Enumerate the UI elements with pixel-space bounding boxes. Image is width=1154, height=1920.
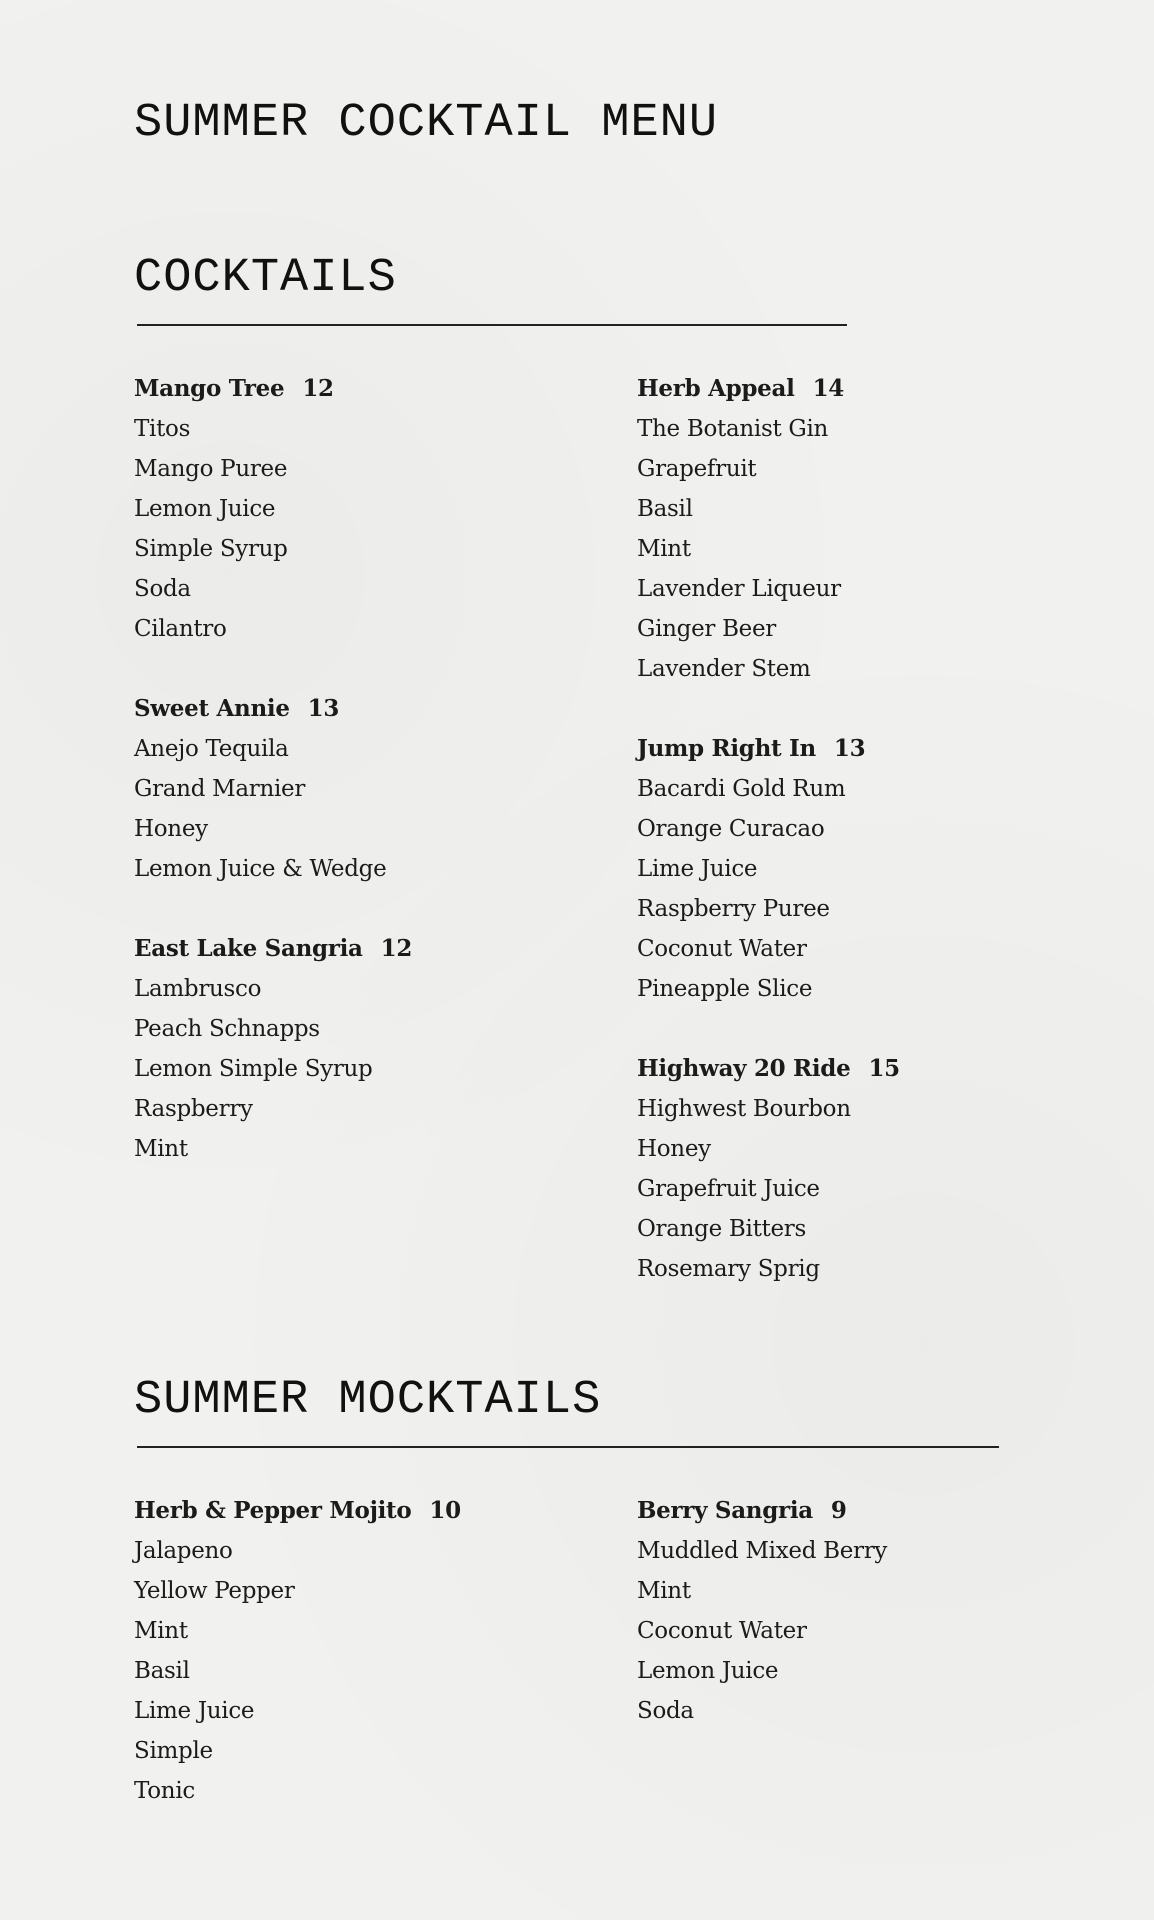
drink-herb-pepper-mojito <box>134 1491 614 1811</box>
ingredient: Jalapeno <box>134 1538 233 1564</box>
ingredient: Mint <box>637 1578 691 1604</box>
section-divider-mocktails <box>137 1446 999 1448</box>
ingredient: The Botanist Gin <box>637 416 829 442</box>
drink-name: Mango Tree <box>134 375 285 402</box>
mocktails-right-column <box>637 1491 1117 1771</box>
ingredient: Raspberry Puree <box>637 896 830 922</box>
drink-title <box>637 369 1117 409</box>
ingredient: Grapefruit <box>637 456 757 482</box>
ingredient: Coconut Water <box>637 936 807 962</box>
drink-price: 12 <box>380 935 413 962</box>
ingredient: Lemon Juice & Wedge <box>134 856 387 882</box>
ingredient: Mint <box>134 1618 188 1644</box>
drink-sweet-annie <box>134 689 614 889</box>
drink-name: Herb & Pepper Mojito <box>134 1497 412 1524</box>
ingredient: Mint <box>134 1136 188 1162</box>
ingredient: Lavender Stem <box>637 656 811 682</box>
ingredient: Honey <box>134 816 208 842</box>
ingredient: Anejo Tequila <box>134 736 289 762</box>
menu-title: SUMMER COCKTAIL MENU <box>134 97 719 150</box>
drink-east-lake-sangria <box>134 929 614 1169</box>
ingredient: Titos <box>134 416 191 442</box>
drink-title <box>134 689 614 729</box>
ingredient: Grand Marnier <box>134 776 306 802</box>
ingredient: Honey <box>637 1136 711 1162</box>
drink-berry-sangria <box>637 1491 1117 1731</box>
drink-jump-right-in <box>637 729 1117 1009</box>
ingredient: Lemon Juice <box>637 1658 779 1684</box>
drink-price: 13 <box>833 735 866 762</box>
cocktails-left-column <box>134 369 614 1209</box>
ingredient: Peach Schnapps <box>134 1016 320 1042</box>
drink-name: Highway 20 Ride <box>637 1055 851 1082</box>
ingredient: Simple Syrup <box>134 536 288 562</box>
section-heading-mocktails: SUMMER MOCKTAILS <box>134 1374 602 1427</box>
drink-title <box>134 1491 614 1531</box>
ingredient: Lavender Liqueur <box>637 576 841 602</box>
ingredient: Orange Curacao <box>637 816 825 842</box>
drink-price: 10 <box>429 1497 461 1524</box>
drink-price: 15 <box>868 1055 900 1082</box>
mocktails-left-column <box>134 1491 614 1851</box>
ingredient: Lemon Simple Syrup <box>134 1056 373 1082</box>
ingredient: Highwest Bourbon <box>637 1096 851 1122</box>
ingredient: Basil <box>134 1658 190 1684</box>
ingredient: Grapefruit Juice <box>637 1176 820 1202</box>
ingredient: Rosemary Sprig <box>637 1256 820 1282</box>
ingredient: Coconut Water <box>637 1618 807 1644</box>
ingredient: Raspberry <box>134 1096 253 1122</box>
drink-name: Jump Right In <box>637 735 816 762</box>
drink-name: Herb Appeal <box>637 375 795 402</box>
drink-title <box>134 369 614 409</box>
ingredient: Soda <box>637 1698 694 1724</box>
ingredient: Mint <box>637 536 691 562</box>
drink-highway-20-ride <box>637 1049 1117 1289</box>
drink-herb-appeal <box>637 369 1117 689</box>
ingredient: Orange Bitters <box>637 1216 806 1242</box>
ingredient: Lemon Juice <box>134 496 276 522</box>
drink-name: Sweet Annie <box>134 695 290 722</box>
ingredient: Cilantro <box>134 616 227 642</box>
ingredient: Lime Juice <box>134 1698 255 1724</box>
drink-price: 14 <box>812 375 844 402</box>
section-divider-cocktails <box>137 324 847 326</box>
ingredient: Lambrusco <box>134 976 262 1002</box>
drink-name: East Lake Sangria <box>134 935 363 962</box>
drink-price: 12 <box>302 375 334 402</box>
drink-title <box>637 1491 1117 1531</box>
ingredient: Mango Puree <box>134 456 288 482</box>
ingredient: Muddled Mixed Berry <box>637 1538 888 1564</box>
drink-price: 9 <box>830 1497 847 1524</box>
ingredient: Ginger Beer <box>637 616 777 642</box>
ingredient: Pineapple Slice <box>637 976 813 1002</box>
drink-title <box>637 1049 1117 1089</box>
ingredient: Bacardi Gold Rum <box>637 776 846 802</box>
ingredient: Yellow Pepper <box>134 1578 295 1604</box>
cocktails-right-column <box>637 369 1117 1329</box>
ingredient: Tonic <box>134 1778 195 1804</box>
section-heading-cocktails: COCKTAILS <box>134 252 397 305</box>
ingredient: Basil <box>637 496 693 522</box>
drink-title <box>134 929 614 969</box>
drink-title <box>637 729 1117 769</box>
drink-name: Berry Sangria <box>637 1497 813 1524</box>
ingredient: Simple <box>134 1738 213 1764</box>
drink-mango-tree <box>134 369 614 649</box>
ingredient: Soda <box>134 576 191 602</box>
ingredient: Lime Juice <box>637 856 758 882</box>
drink-price: 13 <box>307 695 340 722</box>
